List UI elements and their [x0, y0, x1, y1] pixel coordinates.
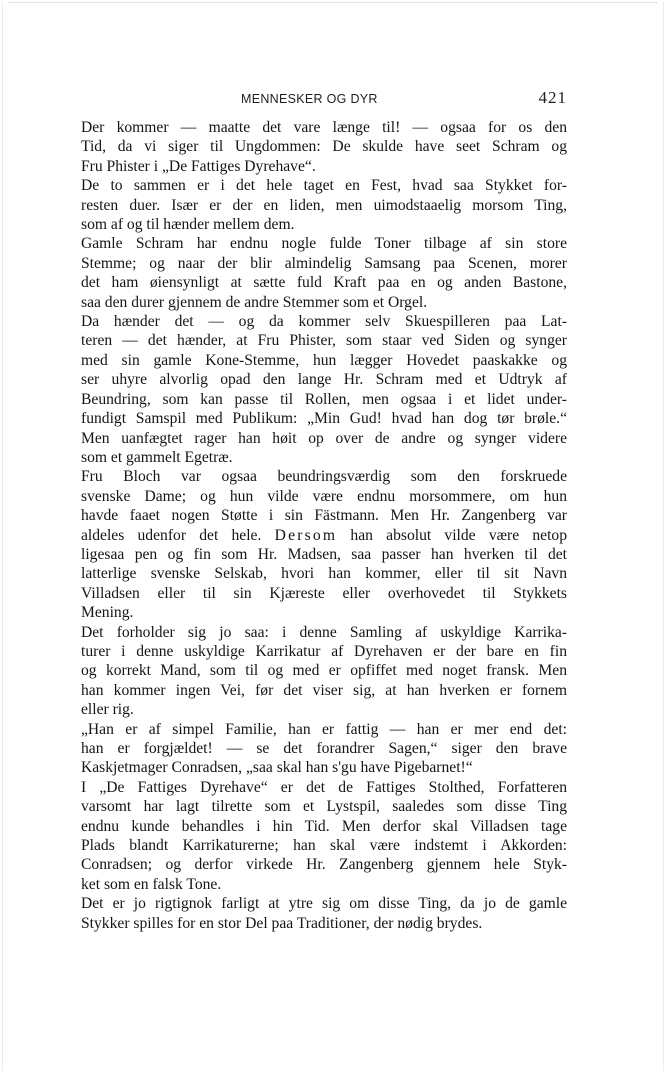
text-line: svenske Dame; og hun vilde være endnu morsommere, om hun	[81, 487, 567, 505]
text-line: ligesaa pen og fin som Hr. Madsen, saa passer han hverken til det	[81, 545, 567, 563]
text-line: Plads blandt Karrikaturerne; han skal være indstemt i Akkorden:	[81, 837, 567, 855]
text-line: og korrekt Mand, som til og med er opfiffet med noget fransk. Men	[81, 662, 567, 680]
text-line: Det er jo rigtignok farligt at ytre sig om disse Ting, da jo de gamle	[81, 895, 567, 913]
page-number: 421	[538, 88, 567, 107]
paragraph-4	[81, 312, 567, 428]
paragraph-7	[81, 623, 567, 720]
paragraph-3	[81, 234, 567, 312]
text-line: saa den durer gjennem de andre Stemmer som et Orgel.	[81, 293, 428, 311]
text-line: med sin gamle Kone-Stemme, hun lægger Hovedet paaskakke og	[81, 351, 567, 369]
paragraph-2	[81, 176, 567, 234]
text-line: Men uanfægtet rager han høit op over de andre og synger videre	[81, 429, 567, 447]
text-line: fundigt Samspil med Publikum: „Min Gud! hvad han dog tør brøle.“	[81, 410, 567, 428]
text-line: latterlige svenske Selskab, hvori han kommer, eller til sit Navn	[81, 565, 567, 583]
text-line: havde faaet nogen Støtte i sin Fästmann. Men Hr. Zangenberg var	[81, 507, 567, 525]
text-fragment: aldeles udenfor det hele.	[81, 526, 262, 544]
text-line-composite	[81, 526, 567, 545]
paragraph-6	[81, 467, 567, 622]
text-line: Der kommer — maatte det vare længe til! — ogsaa for os den	[81, 119, 567, 136]
text-line: „Han er af simpel Familie, han er fattig — han er mer end det:	[81, 720, 567, 738]
text-line: De to sammen er i det hele taget en Fest, hvad saa Stykket for-	[81, 177, 567, 195]
page-edge-left	[2, 2, 3, 1071]
text-line: Stykker spilles for en stor Del paa Traditioner, der nødig brydes.	[81, 914, 483, 932]
text-line: Da hænder det — og da kommer selv Skuespilleren paa Lat-	[81, 313, 567, 331]
text-line: Conradsen; og derfor virkede Hr. Zangenberg gjennem hele Styk-	[81, 856, 567, 874]
text-line: han er forgjældet! — se det forandrer Sagen,“ siger den brave	[81, 740, 567, 757]
text-line: Fru Phister i „De Fattiges Dyrehave“.	[81, 157, 316, 175]
text-line: turer i denne uskyldige Karrikatur af Dyrehaven er der bare en fin	[81, 642, 567, 660]
text-line: Villadsen eller til sin Kjæreste eller overhovedet til Stykkets	[81, 584, 567, 602]
paragraph-8	[81, 720, 567, 778]
text-line: han kommer ingen Vei, før det viser sig, at han hverken er fornem	[81, 681, 567, 699]
text-line: varsomt har lagt tilrette som et Lystspil, saaledes som disse Ting	[81, 798, 567, 816]
text-line: Gamle Schram har endnu nogle fulde Toner tilbage af sin store	[81, 235, 567, 253]
text-line: ket som en falsk Tone.	[81, 875, 222, 893]
running-title: MENNESKER OG DYR	[241, 92, 378, 106]
text-line: som et gammelt Egetræ.	[81, 448, 233, 466]
paragraph-10	[81, 894, 567, 933]
text-line: I „De Fattiges Dyrehave“ er det de Fattiges Stolthed, Forfatteren	[81, 778, 567, 796]
text-fragment: han absolut vilde være netop	[350, 526, 568, 544]
text-line: Beundring, som kan passe til Rollen, men ogsaa i et lidet under-	[81, 390, 567, 408]
text-line: det ham øiensynligt at sætte fuld Kraft paa en og anden Bastone,	[81, 274, 567, 292]
text-line: ser uhyre alvorlig opad den lange Hr. Schram med et Udtryk af	[81, 371, 567, 389]
paragraph-9	[81, 778, 567, 894]
paragraph-1	[81, 118, 567, 176]
text-line: resten duer. Især er der en liden, men uimodstaaelig morsom Ting,	[81, 196, 567, 214]
page-header	[81, 88, 567, 112]
spaced-word: Dersom	[274, 526, 338, 544]
text-line: Tid, da vi siger til Ungdommen: De skulde have seet Schram og	[81, 138, 567, 156]
text-line: eller rig.	[81, 701, 134, 719]
body-text	[81, 118, 567, 933]
text-line: teren — det hænder, at Fru Phister, som staar ved Siden og synger	[81, 332, 567, 350]
text-line: Mening.	[81, 604, 134, 622]
page-edge-right	[663, 2, 664, 1071]
paragraph-5	[81, 429, 567, 468]
text-line: Kaskjetmager Conradsen, „saa skal han s'gu have Pigebarnet!“	[81, 759, 473, 777]
page-edge-top	[8, 2, 658, 3]
text-line: Stemme; og naar der blir almindelig Samsang paa Scenen, morer	[81, 254, 567, 272]
text-line: Fru Bloch var ogsaa beundringsværdig som den forskruede	[81, 468, 567, 486]
text-line: som af og til hænder mellem dem.	[81, 216, 295, 234]
text-line: endnu kunde behandles i hin Tid. Men derfor skal Villadsen tage	[81, 817, 567, 835]
text-line: Det forholder sig jo saa: i denne Samling af uskyldige Karrika-	[81, 623, 567, 641]
